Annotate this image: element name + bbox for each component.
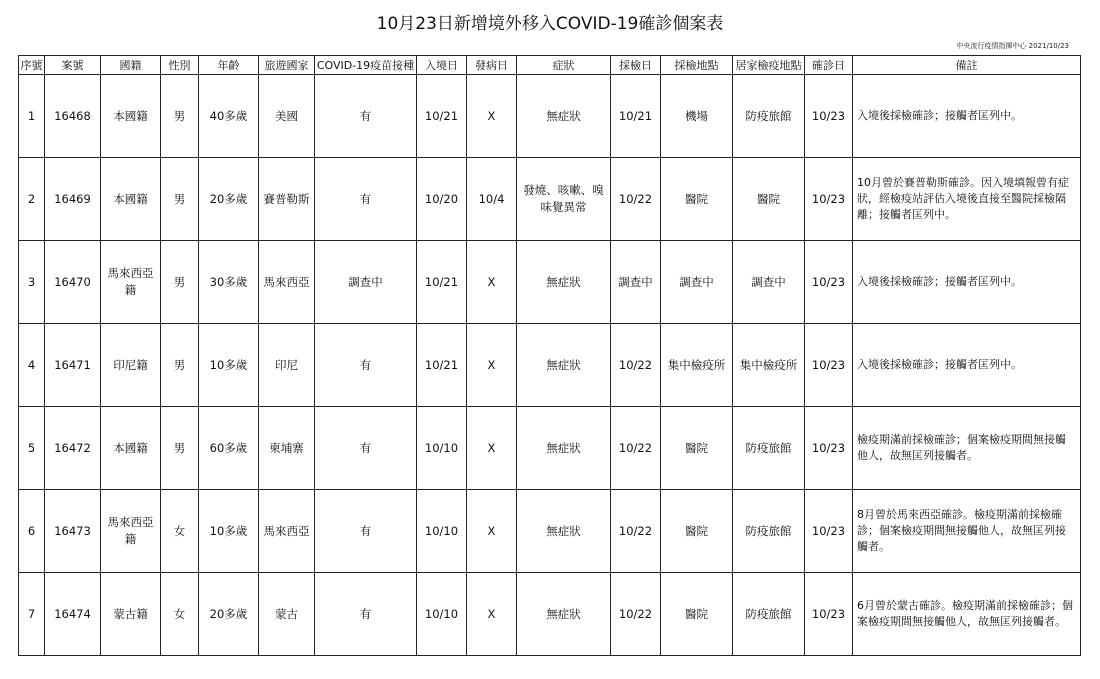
cell-travel-country: 馬來西亞 bbox=[259, 490, 315, 573]
source-date-line: 中央流行疫情指揮中心 2021/10/23 bbox=[956, 42, 1069, 50]
cell-entry-date: 10/20 bbox=[417, 158, 467, 241]
cell-symptoms: 無症狀 bbox=[517, 324, 611, 407]
cell-vaccination: 有 bbox=[315, 75, 417, 158]
cell-vaccination: 有 bbox=[315, 573, 417, 656]
cell-confirm-date: 10/23 bbox=[805, 573, 853, 656]
header-sex: 性別 bbox=[161, 56, 199, 75]
cell-quarantine-site: 防疫旅館 bbox=[733, 573, 805, 656]
cell-confirm-date: 10/23 bbox=[805, 75, 853, 158]
cell-confirm-date: 10/23 bbox=[805, 407, 853, 490]
header-confirm-date: 確診日 bbox=[805, 56, 853, 75]
cell-remarks: 8月曾於馬來西亞確診。檢疫期滿前採檢確診；個案檢疫期間無接觸他人，故無匡列接觸者。 bbox=[853, 490, 1081, 573]
cell-symptoms: 無症狀 bbox=[517, 490, 611, 573]
cell-onset-date: X bbox=[467, 490, 517, 573]
cell-age: 20多歲 bbox=[199, 573, 259, 656]
cell-quarantine-site: 調查中 bbox=[733, 241, 805, 324]
cell-onset-date: X bbox=[467, 324, 517, 407]
cell-nationality: 蒙古籍 bbox=[101, 573, 161, 656]
cell-test-site: 醫院 bbox=[661, 158, 733, 241]
header-remarks: 備註 bbox=[853, 56, 1081, 75]
cell-travel-country: 柬埔寨 bbox=[259, 407, 315, 490]
cell-confirm-date: 10/23 bbox=[805, 490, 853, 573]
cell-serial: 6 bbox=[19, 490, 45, 573]
header-quarantine-site: 居家檢疫地點 bbox=[733, 56, 805, 75]
document-title: 10月23日新增境外移入COVID-19確診個案表 bbox=[376, 14, 724, 34]
cell-onset-date: X bbox=[467, 407, 517, 490]
cell-vaccination: 有 bbox=[315, 407, 417, 490]
table-row bbox=[19, 324, 1081, 407]
cell-age: 20多歲 bbox=[199, 158, 259, 241]
cell-serial: 2 bbox=[19, 158, 45, 241]
cell-test-date: 10/22 bbox=[611, 573, 661, 656]
cell-symptoms: 無症狀 bbox=[517, 573, 611, 656]
table-row bbox=[19, 75, 1081, 158]
cell-sex: 女 bbox=[161, 490, 199, 573]
cell-serial: 4 bbox=[19, 324, 45, 407]
header-age: 年齡 bbox=[199, 56, 259, 75]
cell-age: 10多歲 bbox=[199, 490, 259, 573]
header-nationality: 國籍 bbox=[101, 56, 161, 75]
table-row bbox=[19, 573, 1081, 656]
cell-remarks: 入境後採檢確診；接觸者匡列中。 bbox=[853, 241, 1081, 324]
cell-travel-country: 蒙古 bbox=[259, 573, 315, 656]
cell-case-number: 16469 bbox=[45, 158, 101, 241]
header-vaccination: COVID-19疫苗接種 bbox=[315, 56, 417, 75]
cell-test-site: 醫院 bbox=[661, 407, 733, 490]
cell-remarks: 入境後採檢確診；接觸者匡列中。 bbox=[853, 75, 1081, 158]
cell-vaccination: 有 bbox=[315, 324, 417, 407]
cell-test-date: 10/22 bbox=[611, 490, 661, 573]
cell-remarks: 6月曾於蒙古確診。檢疫期滿前採檢確診；個案檢疫期間無接觸他人，故無匡列接觸者。 bbox=[853, 573, 1081, 656]
cell-symptoms: 無症狀 bbox=[517, 407, 611, 490]
cell-test-site: 醫院 bbox=[661, 490, 733, 573]
cell-case-number: 16468 bbox=[45, 75, 101, 158]
header-test-date: 採檢日 bbox=[611, 56, 661, 75]
table-row bbox=[19, 241, 1081, 324]
cell-serial: 1 bbox=[19, 75, 45, 158]
cell-symptoms: 無症狀 bbox=[517, 75, 611, 158]
cell-confirm-date: 10/23 bbox=[805, 158, 853, 241]
cell-test-site: 集中檢疫所 bbox=[661, 324, 733, 407]
cell-entry-date: 10/21 bbox=[417, 75, 467, 158]
cell-entry-date: 10/10 bbox=[417, 407, 467, 490]
cell-vaccination: 調查中 bbox=[315, 241, 417, 324]
header-symptoms: 症狀 bbox=[517, 56, 611, 75]
cell-vaccination: 有 bbox=[315, 490, 417, 573]
cell-sex: 男 bbox=[161, 75, 199, 158]
cell-serial: 7 bbox=[19, 573, 45, 656]
cell-entry-date: 10/10 bbox=[417, 573, 467, 656]
header-entry-date: 入境日 bbox=[417, 56, 467, 75]
cell-nationality: 馬來西亞籍 bbox=[101, 490, 161, 573]
table-row bbox=[19, 407, 1081, 490]
cell-test-date: 調查中 bbox=[611, 241, 661, 324]
cell-travel-country: 美國 bbox=[259, 75, 315, 158]
cell-serial: 5 bbox=[19, 407, 45, 490]
cell-quarantine-site: 防疫旅館 bbox=[733, 407, 805, 490]
cell-nationality: 馬來西亞籍 bbox=[101, 241, 161, 324]
header-travel-country: 旅遊國家 bbox=[259, 56, 315, 75]
cell-quarantine-site: 醫院 bbox=[733, 158, 805, 241]
cell-sex: 男 bbox=[161, 241, 199, 324]
cell-entry-date: 10/21 bbox=[417, 241, 467, 324]
cell-age: 40多歲 bbox=[199, 75, 259, 158]
case-table bbox=[18, 55, 1081, 656]
cell-case-number: 16474 bbox=[45, 573, 101, 656]
cell-age: 60多歲 bbox=[199, 407, 259, 490]
cell-sex: 男 bbox=[161, 407, 199, 490]
cell-case-number: 16473 bbox=[45, 490, 101, 573]
cell-sex: 男 bbox=[161, 324, 199, 407]
cell-travel-country: 賽普勒斯 bbox=[259, 158, 315, 241]
cell-travel-country: 印尼 bbox=[259, 324, 315, 407]
cell-serial: 3 bbox=[19, 241, 45, 324]
cell-vaccination: 有 bbox=[315, 158, 417, 241]
header-row bbox=[19, 56, 1081, 75]
cell-remarks: 10月曾於賽普勒斯確診。因入境填報曾有症狀，經檢疫站評估入境後直接至醫院採檢隔離；接觸者匡列中。 bbox=[853, 158, 1081, 241]
cell-nationality: 本國籍 bbox=[101, 75, 161, 158]
cell-confirm-date: 10/23 bbox=[805, 241, 853, 324]
cell-test-site: 調查中 bbox=[661, 241, 733, 324]
cell-quarantine-site: 集中檢疫所 bbox=[733, 324, 805, 407]
header-serial: 序號 bbox=[19, 56, 45, 75]
cell-quarantine-site: 防疫旅館 bbox=[733, 75, 805, 158]
cell-test-site: 醫院 bbox=[661, 573, 733, 656]
cell-onset-date: X bbox=[467, 241, 517, 324]
cell-nationality: 本國籍 bbox=[101, 158, 161, 241]
cell-case-number: 16471 bbox=[45, 324, 101, 407]
cell-symptoms: 發燒、咳嗽、嗅味覺異常 bbox=[517, 158, 611, 241]
cell-case-number: 16470 bbox=[45, 241, 101, 324]
cell-travel-country: 馬來西亞 bbox=[259, 241, 315, 324]
cell-entry-date: 10/21 bbox=[417, 324, 467, 407]
cell-case-number: 16472 bbox=[45, 407, 101, 490]
table-row bbox=[19, 158, 1081, 241]
cell-sex: 男 bbox=[161, 158, 199, 241]
cell-test-site: 機場 bbox=[661, 75, 733, 158]
header-test-site: 採檢地點 bbox=[661, 56, 733, 75]
header-case-number: 案號 bbox=[45, 56, 101, 75]
cell-age: 10多歲 bbox=[199, 324, 259, 407]
table-row bbox=[19, 490, 1081, 573]
cell-age: 30多歲 bbox=[199, 241, 259, 324]
cell-onset-date: 10/4 bbox=[467, 158, 517, 241]
cell-onset-date: X bbox=[467, 573, 517, 656]
cell-test-date: 10/22 bbox=[611, 324, 661, 407]
cell-test-date: 10/22 bbox=[611, 158, 661, 241]
cell-remarks: 入境後採檢確診；接觸者匡列中。 bbox=[853, 324, 1081, 407]
cell-symptoms: 無症狀 bbox=[517, 241, 611, 324]
cell-entry-date: 10/10 bbox=[417, 490, 467, 573]
cell-confirm-date: 10/23 bbox=[805, 324, 853, 407]
cell-remarks: 檢疫期滿前採檢確診；個案檢疫期間無接觸他人，故無匡列接觸者。 bbox=[853, 407, 1081, 490]
cell-nationality: 本國籍 bbox=[101, 407, 161, 490]
cell-test-date: 10/22 bbox=[611, 407, 661, 490]
cell-test-date: 10/21 bbox=[611, 75, 661, 158]
cell-quarantine-site: 防疫旅館 bbox=[733, 490, 805, 573]
cell-onset-date: X bbox=[467, 75, 517, 158]
cell-nationality: 印尼籍 bbox=[101, 324, 161, 407]
cell-sex: 女 bbox=[161, 573, 199, 656]
header-onset-date: 發病日 bbox=[467, 56, 517, 75]
